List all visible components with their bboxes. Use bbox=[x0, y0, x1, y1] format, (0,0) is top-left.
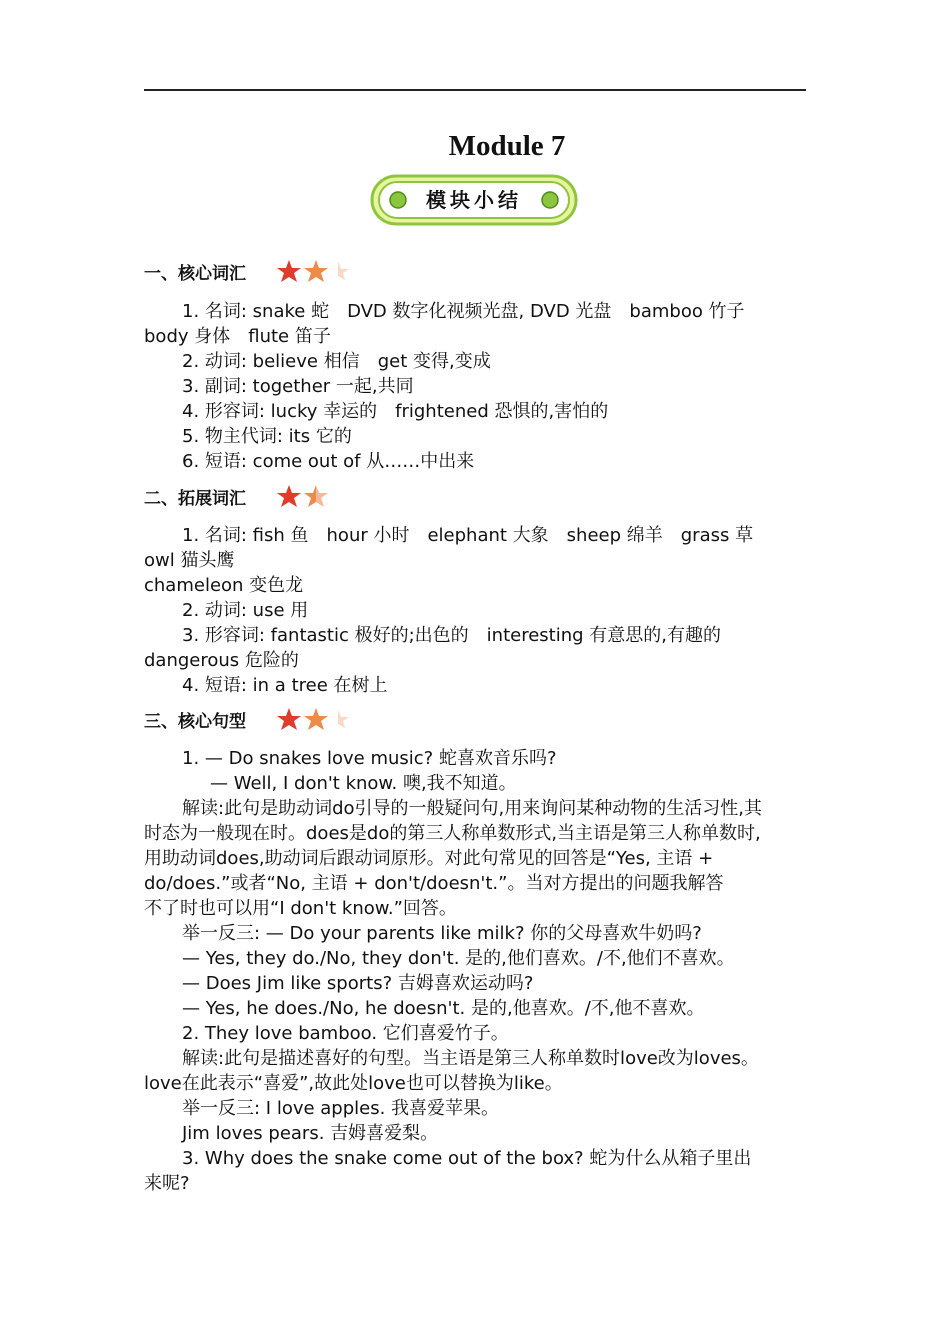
text-line: — Yes, he does./No, he doesn't. 是的,他喜欢。/不,他不喜欢。 bbox=[182, 998, 705, 1019]
text-line: 不了时也可以用“I don't know.”回答。 bbox=[144, 898, 457, 919]
badge-label: 模块小结 bbox=[426, 188, 522, 212]
text-line: 4. 形容词: lucky 幸运的 frightened 恐惧的,害怕的 bbox=[182, 401, 609, 422]
text-line: Jim loves pears. 吉姆喜爱梨。 bbox=[182, 1123, 439, 1144]
section-heading-ext-vocab: 二、拓展词汇 bbox=[144, 489, 246, 509]
text-line: 1. 名词: fish 鱼 hour 小时 elephant 大象 sheep 绵羊 grass 草 bbox=[182, 525, 754, 546]
text-line: body 身体 flute 笛子 bbox=[144, 326, 331, 347]
text-line: 5. 物主代词: its 它的 bbox=[182, 426, 352, 447]
text-line: — Well, I don't know. 噢,我不知道。 bbox=[210, 773, 517, 794]
module-summary-badge bbox=[370, 174, 578, 226]
text-line: 举一反三: — Do your parents like milk? 你的父母喜欢牛奶吗? bbox=[182, 923, 702, 944]
star-icon bbox=[304, 708, 328, 730]
text-line: 6. 短语: come out of 从……中出来 bbox=[182, 451, 475, 472]
text-line: chameleon 变色龙 bbox=[144, 575, 304, 596]
section-heading-core-vocab: 一、核心词汇 bbox=[144, 264, 246, 284]
header-rule bbox=[144, 89, 806, 91]
star-icon bbox=[277, 485, 301, 507]
text-line: 3. 形容词: fantastic 极好的;出色的 interesting 有意思的,有趣的 bbox=[182, 625, 721, 646]
text-line: 4. 短语: in a tree 在树上 bbox=[182, 675, 388, 696]
text-line: love在此表示“喜爱”,故此处love也可以替换为like。 bbox=[144, 1073, 563, 1094]
text-line: 解读:此句是描述喜好的句型。当主语是第三人称单数时love改为loves。 bbox=[182, 1048, 759, 1069]
text-line: 1. 名词: snake 蛇 DVD 数字化视频光盘, DVD 光盘 bamboo 竹子 bbox=[182, 301, 745, 322]
text-line: 2. 动词: believe 相信 get 变得,变成 bbox=[182, 351, 491, 372]
text-line: 3. Why does the snake come out of the box? 蛇为什么从箱子里出 bbox=[182, 1148, 752, 1169]
text-line: owl 猫头鹰 bbox=[144, 550, 235, 571]
rating-stars-core-vocab bbox=[276, 258, 356, 286]
text-line: do/does.”或者“No, 主语 + don't/doesn't.”。当对方提出的问题我解答 bbox=[144, 873, 724, 894]
rating-stars-core-sentences bbox=[276, 706, 356, 734]
star-icon bbox=[277, 260, 301, 282]
text-line: 解读:此句是助动词do引导的一般疑问句,用来询问某种动物的生活习性,其 bbox=[182, 798, 762, 819]
star-icon bbox=[304, 260, 328, 282]
badge-dot-left bbox=[390, 192, 406, 208]
page-title: Module 7 bbox=[448, 130, 566, 162]
star-icon bbox=[277, 708, 301, 730]
text-line: 1. — Do snakes love music? 蛇喜欢音乐吗? bbox=[182, 748, 557, 769]
half-star-icon bbox=[316, 485, 328, 507]
text-line: 2. 动词: use 用 bbox=[182, 600, 309, 621]
text-line: 3. 副词: together 一起,共同 bbox=[182, 376, 414, 397]
half-star-icon bbox=[338, 262, 349, 280]
text-line: dangerous 危险的 bbox=[144, 650, 299, 671]
rating-stars-ext-vocab bbox=[276, 483, 336, 511]
text-line: 时态为一般现在时。does是do的第三人称单数形式,当主语是第三人称单数时, bbox=[144, 823, 761, 844]
text-line: — Does Jim like sports? 吉姆喜欢运动吗? bbox=[182, 973, 534, 994]
text-line: 用助动词does,助动词后跟动词原形。对此句常见的回答是“Yes, 主语 + bbox=[144, 848, 714, 869]
text-line: 举一反三: I love apples. 我喜爱苹果。 bbox=[182, 1098, 500, 1119]
half-star-icon bbox=[338, 710, 349, 728]
text-line: — Yes, they do./No, they don't. 是的,他们喜欢。/不,他们不喜欢。 bbox=[182, 948, 735, 969]
text-line: 2. They love bamboo. 它们喜爱竹子。 bbox=[182, 1023, 509, 1044]
badge-dot-right bbox=[542, 192, 558, 208]
half-star-icon bbox=[304, 485, 316, 507]
text-line: 来呢? bbox=[144, 1173, 190, 1194]
section-heading-core-sentences: 三、核心句型 bbox=[144, 712, 246, 732]
